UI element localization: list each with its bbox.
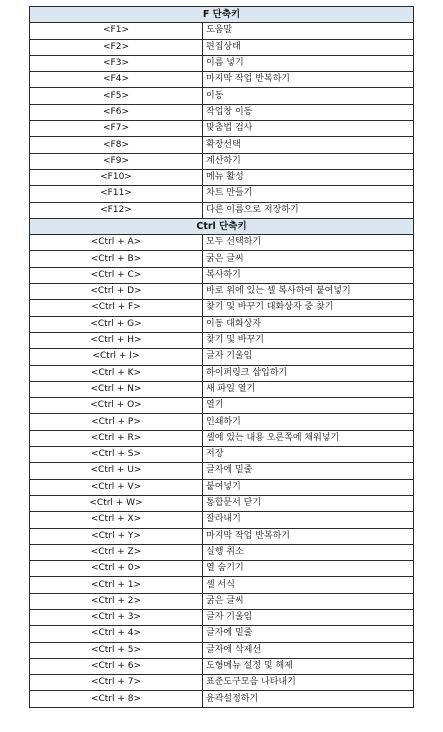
shortcut-key-cell[interactable]: <Ctrl + 0> — [30, 561, 203, 577]
shortcut-description-cell[interactable]: 글자 기울임 — [203, 349, 414, 365]
shortcut-description-cell[interactable]: 잘라내기 — [203, 512, 414, 528]
shortcut-key-cell[interactable]: <Ctrl + S> — [30, 447, 203, 463]
table-row — [30, 23, 414, 39]
shortcut-key-cell[interactable]: <F3> — [30, 55, 203, 71]
table-row — [30, 642, 414, 658]
table-row — [30, 169, 414, 185]
table-row — [30, 561, 414, 577]
shortcut-key-cell[interactable]: <Ctrl + 4> — [30, 626, 203, 642]
shortcut-key-cell[interactable]: <F5> — [30, 88, 203, 104]
shortcut-key-cell[interactable]: <F9> — [30, 153, 203, 169]
table-row — [30, 447, 414, 463]
shortcut-description-cell[interactable]: 글자에 밑줄 — [203, 463, 414, 479]
table-row — [30, 512, 414, 528]
table-row — [30, 675, 414, 691]
shortcut-description-cell[interactable]: 셀에 있는 내용 오른쪽에 채워넣기 — [203, 430, 414, 446]
shortcut-description-cell[interactable]: 찾기 및 바꾸기 — [203, 332, 414, 348]
shortcut-description-cell[interactable]: 이동 대화상자 — [203, 316, 414, 332]
table-row — [30, 316, 414, 332]
table-row — [30, 88, 414, 104]
shortcut-key-cell[interactable]: <Ctrl + B> — [30, 251, 203, 267]
section-header-row — [30, 7, 414, 23]
shortcut-description-cell[interactable]: 마지막 작업 반복하기 — [203, 72, 414, 88]
shortcut-description-cell[interactable]: 찾기 및 바꾸기 대화상자 중 찾기 — [203, 300, 414, 316]
table-row — [30, 609, 414, 625]
shortcut-key-cell[interactable]: <Ctrl + W> — [30, 495, 203, 511]
shortcut-key-cell[interactable]: <Ctrl + Z> — [30, 544, 203, 560]
shortcut-key-cell[interactable]: <Ctrl + P> — [30, 414, 203, 430]
shortcut-key-cell[interactable]: <Ctrl + C> — [30, 267, 203, 283]
shortcut-key-cell[interactable]: <Ctrl + H> — [30, 332, 203, 348]
shortcut-key-cell[interactable]: <Ctrl + 1> — [30, 577, 203, 593]
shortcut-key-cell[interactable]: <F8> — [30, 137, 203, 153]
shortcut-key-cell[interactable]: <Ctrl + K> — [30, 365, 203, 381]
table-row — [30, 137, 414, 153]
shortcut-description-cell[interactable]: 붙여넣기 — [203, 479, 414, 495]
shortcut-key-cell[interactable]: <Ctrl + A> — [30, 235, 203, 251]
shortcut-key-cell[interactable]: <F2> — [30, 39, 203, 55]
shortcut-key-cell[interactable]: <Ctrl + F> — [30, 300, 203, 316]
shortcut-description-cell[interactable]: 글자 기울임 — [203, 609, 414, 625]
shortcut-key-cell[interactable]: <Ctrl + X> — [30, 512, 203, 528]
shortcut-key-cell[interactable]: <F1> — [30, 23, 203, 39]
table-row — [30, 430, 414, 446]
shortcut-description-cell[interactable]: 열 숨기기 — [203, 561, 414, 577]
table-row — [30, 251, 414, 267]
table-row — [30, 626, 414, 642]
shortcut-description-cell[interactable]: 도움말 — [203, 23, 414, 39]
table-row — [30, 398, 414, 414]
shortcut-description-cell[interactable]: 도형메뉴 설정 및 해제 — [203, 658, 414, 674]
table-row — [30, 104, 414, 120]
shortcut-description-cell[interactable]: 인쇄하기 — [203, 414, 414, 430]
shortcut-description-cell[interactable]: 메뉴 활성 — [203, 169, 414, 185]
shortcut-description-cell[interactable]: 새 파일 열기 — [203, 381, 414, 397]
shortcut-description-cell[interactable]: 표준도구모음 나타내기 — [203, 675, 414, 691]
table-row — [30, 300, 414, 316]
shortcut-description-cell[interactable]: 작업창 이동 — [203, 104, 414, 120]
table-row — [30, 528, 414, 544]
table-row — [30, 202, 414, 218]
table-row — [30, 72, 414, 88]
shortcut-key-cell[interactable]: <Ctrl + 3> — [30, 609, 203, 625]
shortcut-key-cell[interactable]: <Ctrl + G> — [30, 316, 203, 332]
table-row — [30, 153, 414, 169]
shortcut-table — [29, 6, 414, 708]
table-row — [30, 691, 414, 707]
shortcut-description-cell[interactable]: 저장 — [203, 447, 414, 463]
table-row — [30, 577, 414, 593]
shortcut-description-cell[interactable]: 이름 넣기 — [203, 55, 414, 71]
table-row — [30, 479, 414, 495]
table-row — [30, 235, 414, 251]
shortcut-key-cell[interactable]: <F10> — [30, 169, 203, 185]
shortcut-description-cell[interactable]: 이동 — [203, 88, 414, 104]
shortcut-key-cell[interactable]: <F12> — [30, 202, 203, 218]
shortcut-description-cell[interactable]: 맞춤법 검사 — [203, 121, 414, 137]
shortcut-description-cell[interactable]: 글자에 삭제선 — [203, 642, 414, 658]
shortcut-description-cell[interactable]: 굵은 글씨 — [203, 251, 414, 267]
section-header-row — [30, 218, 414, 234]
shortcut-key-cell[interactable]: <Ctrl + V> — [30, 479, 203, 495]
shortcut-description-cell[interactable]: 다른 이름으로 저장하기 — [203, 202, 414, 218]
shortcut-key-cell[interactable]: <Ctrl + N> — [30, 381, 203, 397]
table-row — [30, 55, 414, 71]
table-row — [30, 658, 414, 674]
shortcut-description-cell[interactable]: 열기 — [203, 398, 414, 414]
table-row — [30, 121, 414, 137]
shortcut-description-cell[interactable]: 차트 만들기 — [203, 186, 414, 202]
shortcut-key-cell[interactable]: <Ctrl + Y> — [30, 528, 203, 544]
shortcut-description-cell[interactable]: 계산하기 — [203, 153, 414, 169]
shortcut-description-cell[interactable]: 마지막 작업 반복하기 — [203, 528, 414, 544]
shortcut-table-body — [30, 7, 414, 708]
table-row — [30, 414, 414, 430]
shortcut-description-cell[interactable]: 통합문서 닫기 — [203, 495, 414, 511]
shortcut-key-cell[interactable]: <F6> — [30, 104, 203, 120]
shortcut-key-cell[interactable]: <Ctrl + 2> — [30, 593, 203, 609]
shortcut-key-cell[interactable]: <Ctrl + 6> — [30, 658, 203, 674]
table-row — [30, 463, 414, 479]
shortcut-key-cell[interactable]: <F7> — [30, 121, 203, 137]
shortcut-description-cell[interactable]: 모두 선택하기 — [203, 235, 414, 251]
table-row — [30, 495, 414, 511]
shortcut-description-cell[interactable]: 하이퍼링크 삽입하기 — [203, 365, 414, 381]
table-row — [30, 593, 414, 609]
shortcut-sheet — [29, 6, 413, 708]
shortcut-description-cell[interactable]: 굵은 글씨 — [203, 593, 414, 609]
shortcut-description-cell[interactable]: 실행 취소 — [203, 544, 414, 560]
shortcut-key-cell[interactable]: <F4> — [30, 72, 203, 88]
table-row — [30, 365, 414, 381]
table-row — [30, 544, 414, 560]
shortcut-description-cell[interactable]: 편집상태 — [203, 39, 414, 55]
shortcut-key-cell[interactable]: <F11> — [30, 186, 203, 202]
shortcut-description-cell[interactable]: 확장선택 — [203, 137, 414, 153]
shortcut-key-cell[interactable]: <Ctrl + I> — [30, 349, 203, 365]
table-row — [30, 39, 414, 55]
shortcut-key-cell[interactable]: <Ctrl + D> — [30, 284, 203, 300]
shortcut-key-cell[interactable]: <Ctrl + 8> — [30, 691, 203, 707]
table-row — [30, 332, 414, 348]
shortcut-description-cell[interactable]: 윤곽설정하기 — [203, 691, 414, 707]
shortcut-description-cell[interactable]: 바로 위에 있는 셀 복사하여 붙여넣기 — [203, 284, 414, 300]
table-row — [30, 381, 414, 397]
shortcut-key-cell[interactable]: <Ctrl + R> — [30, 430, 203, 446]
section-title[interactable]: Ctrl 단축키 — [30, 218, 414, 234]
shortcut-key-cell[interactable]: <Ctrl + U> — [30, 463, 203, 479]
shortcut-description-cell[interactable]: 복사하기 — [203, 267, 414, 283]
shortcut-description-cell[interactable]: 글자에 밑줄 — [203, 626, 414, 642]
table-row — [30, 267, 414, 283]
shortcut-key-cell[interactable]: <Ctrl + 5> — [30, 642, 203, 658]
table-row — [30, 284, 414, 300]
table-row — [30, 186, 414, 202]
shortcut-key-cell[interactable]: <Ctrl + 7> — [30, 675, 203, 691]
table-row — [30, 349, 414, 365]
shortcut-key-cell[interactable]: <Ctrl + O> — [30, 398, 203, 414]
section-title[interactable]: F 단축키 — [30, 7, 414, 23]
shortcut-description-cell[interactable]: 셀 서식 — [203, 577, 414, 593]
